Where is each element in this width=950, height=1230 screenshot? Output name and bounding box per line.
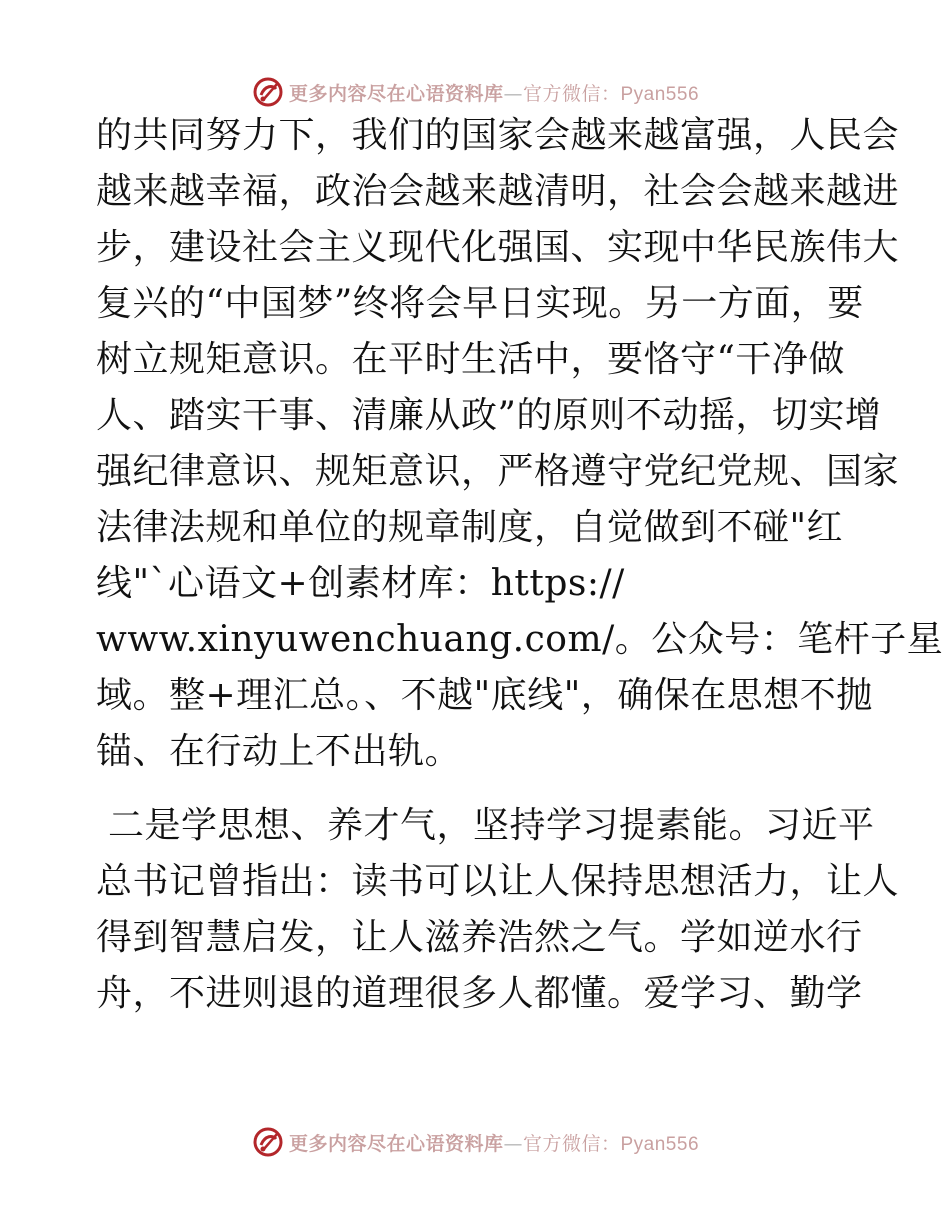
banner-dash: —: [503, 82, 523, 105]
text-line: 树立规矩意识。在平时生活中，要恪守“干净做: [96, 339, 845, 380]
text-line: 锚、在行动上不出轨。: [96, 731, 462, 772]
header-banner: [0, 72, 950, 112]
paragraph-1: [96, 115, 944, 772]
banner-dash: —: [503, 1132, 523, 1155]
banner-wechat-label: 官方微信：: [522, 82, 621, 105]
text-line: 二是学思想、养才气，坚持学习提素能。习近平: [96, 805, 875, 846]
text-line: 总书记曾指出：读书可以让人保持思想活力，让人: [96, 861, 900, 902]
banner-wechat-id: Pyan556: [620, 83, 700, 105]
text-line: 舟，不进则退的道理很多人都懂。爱学习、勤学: [96, 973, 863, 1014]
brand-logo-icon: [251, 1125, 285, 1159]
brand-logo-icon: [251, 75, 285, 109]
text-line: 线"`心语文+创素材库：https://: [96, 563, 625, 604]
text-line: 步，建设社会主义现代化强国、实现中华民族伟大: [96, 227, 900, 268]
banner-title: 更多内容尽在心语资料库: [288, 82, 504, 105]
banner-wechat-id: Pyan556: [620, 1133, 700, 1155]
text-line: 复兴的“中国梦”终将会早日实现。另一方面，要: [96, 283, 864, 324]
text-line: 得到智慧启发，让人滋养浩然之气。学如逆水行: [96, 917, 863, 958]
text-line: 人、踏实干事、清廉从政”的原则不动摇，切实增: [96, 395, 882, 436]
text-line: 法律法规和单位的规章制度，自觉做到不碰"红: [96, 507, 844, 548]
text-line: 域。整+理汇总。、不越"底线"，确保在思想不抛: [96, 675, 873, 716]
paragraph-2: [96, 805, 900, 1014]
banner-title: 更多内容尽在心语资料库: [288, 1132, 504, 1155]
document-body: [96, 115, 944, 1032]
footer-banner: [0, 1122, 950, 1162]
text-line: 的共同努力下，我们的国家会越来越富强，人民会: [96, 115, 900, 156]
text-line: www.xinyuwenchuang.com/。公众号：笔杆子星: [96, 619, 944, 660]
text-line: 强纪律意识、规矩意识，严格遵守党纪党规、国家: [96, 451, 900, 492]
text-line: 越来越幸福，政治会越来越清明，社会会越来越进: [96, 171, 900, 212]
banner-wechat-label: 官方微信：: [522, 1132, 621, 1155]
